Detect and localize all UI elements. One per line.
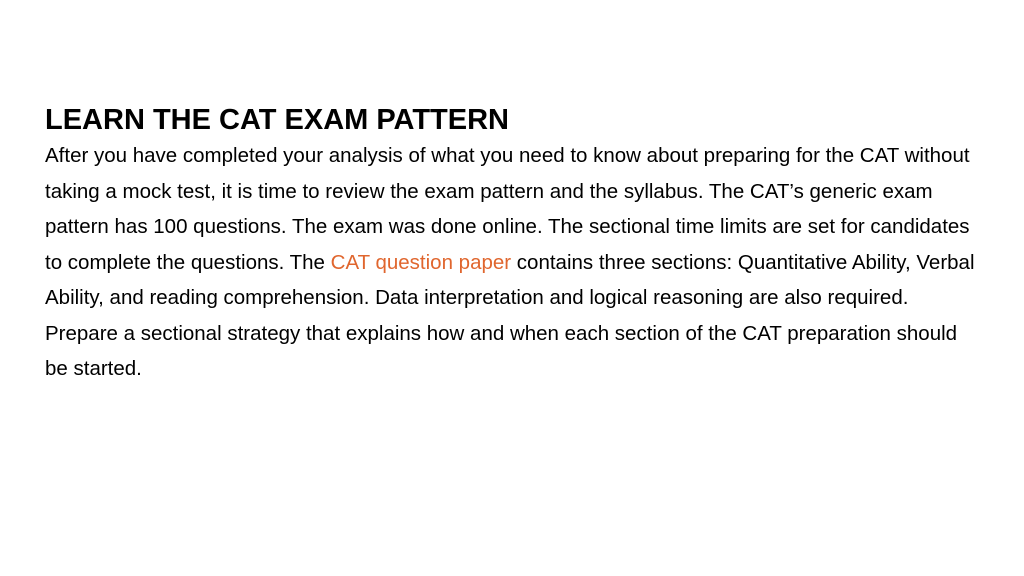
cat-question-paper-link[interactable]: CAT question paper [330,250,512,274]
paragraph-text-after-link: contains three sections: Quantitative Ability, Verbal Ability, and reading comprehension. Data interpretation and logical reasoning are also required. Prepare a sectional strategy that explains how and when each section of the CAT preparation should be started. [45,250,975,380]
paragraph-text-before-link: After you have completed your analysis of what you need to know about preparing for the CAT without taking a mock test, it is time to review the exam pattern and the syllabus. The CAT’s generic exam pattern has 100 questions. The exam was done online. The sectional time limits are set for candidates to complete the questions. The [45,144,970,274]
page-title: LEARN THE CAT EXAM PATTERN [45,104,509,136]
body-paragraph [45,138,979,387]
